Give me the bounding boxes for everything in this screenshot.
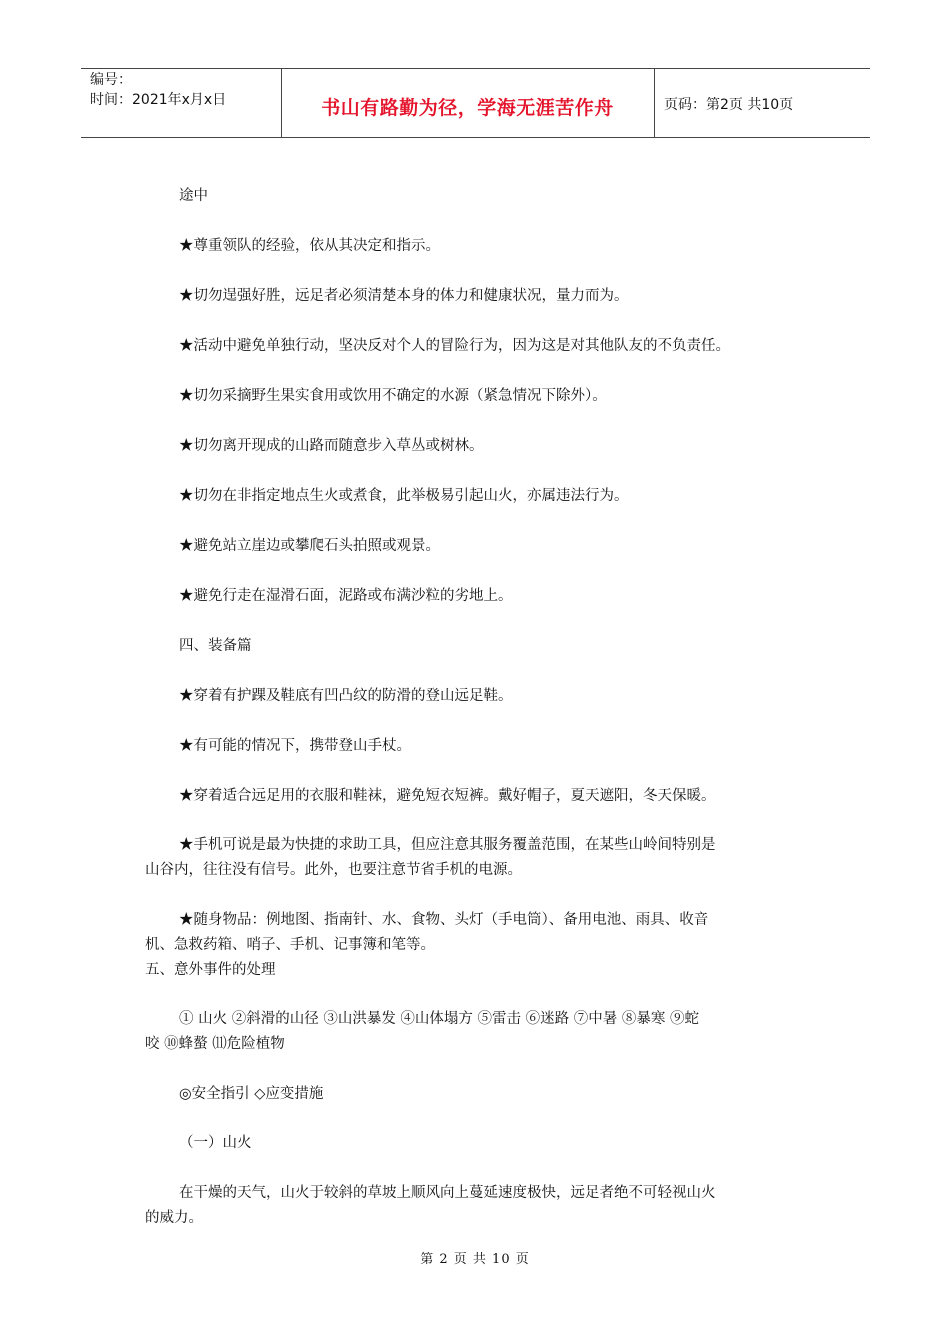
- page-footer: 第 2 页 共 10 页: [420, 1252, 530, 1267]
- text-line: ★活动中避免单独行动，坚决反对个人的冒险行为，因为这是对其他队友的不负责任。: [179, 338, 730, 354]
- motto-text: 书山有路勤为径，学海无涯苦作舟: [321, 97, 614, 119]
- text-line: ★避免站立崖边或攀爬石头拍照或观景。: [179, 538, 440, 554]
- page-header: [81, 68, 870, 138]
- time-label: 时间：2021年x月x日: [90, 92, 227, 108]
- text-line: ★切勿在非指定地点生火或煮食，此举极易引起山火，亦属违法行为。: [179, 488, 629, 504]
- text-line: ① 山火 ②斜滑的山径 ③山洪暴发 ④山体塌方 ⑤雷击 ⑥迷路 ⑦中暑 ⑧暴寒 ⑨蛇: [179, 1011, 699, 1027]
- text-line: ★随身物品：例地图、指南针、水、食物、头灯（手电筒）、备用电池、雨具、收音: [179, 912, 709, 928]
- text-line: ★尊重领队的经验，依从其决定和指示。: [179, 238, 440, 254]
- text-line: 的威力。: [145, 1210, 203, 1226]
- header-page-cell: [654, 69, 870, 137]
- text-line: ★切勿采摘野生果实食用或饮用不确定的水源（紧急情况下除外）。: [179, 388, 607, 404]
- text-line: ★穿着适合远足用的衣服和鞋袜，避免短衣短裤。戴好帽子，夏天遮阳，冬天保暖。: [179, 788, 716, 804]
- text-line: ◎安全指引 ◇应变措施: [179, 1086, 324, 1102]
- text-line: 在干燥的天气，山火于较斜的草坡上顺风向上蔓延速度极快，远足者绝不可轻视山火: [179, 1185, 716, 1201]
- number-label: 编号：: [90, 72, 132, 88]
- text-line: ★避免行走在湿滑石面，泥路或布满沙粒的劣地上。: [179, 588, 513, 604]
- page-info: 页码：第2页 共10页: [664, 97, 794, 113]
- text-line: ★切勿逞强好胜，远足者必须清楚本身的体力和健康状况，量力而为。: [179, 288, 629, 304]
- text-line: ★有可能的情况下，携带登山手杖。: [179, 738, 411, 754]
- text-line: 途中: [179, 188, 208, 204]
- header-motto-cell: [281, 69, 655, 137]
- text-line: 机、急救药箱、哨子、手机、记事簿和笔等。: [145, 937, 435, 953]
- subsection-heading: （一）山火: [179, 1135, 252, 1151]
- text-line: ★手机可说是最为快捷的求助工具，但应注意其服务覆盖范围，在某些山岭间特别是: [179, 837, 716, 853]
- text-line: ★穿着有护踝及鞋底有凹凸纹的防滑的登山远足鞋。: [179, 688, 513, 704]
- section-heading: 五、意外事件的处理: [145, 962, 276, 978]
- text-line: 咬 ⑩蜂螯 ⑾危险植物: [145, 1036, 285, 1052]
- header-meta-cell: [81, 69, 282, 137]
- text-line: 山谷内，往往没有信号。此外，也要注意节省手机的电源。: [145, 862, 522, 878]
- section-heading: 四、装备篇: [179, 638, 252, 654]
- text-line: ★切勿离开现成的山路而随意步入草丛或树林。: [179, 438, 484, 454]
